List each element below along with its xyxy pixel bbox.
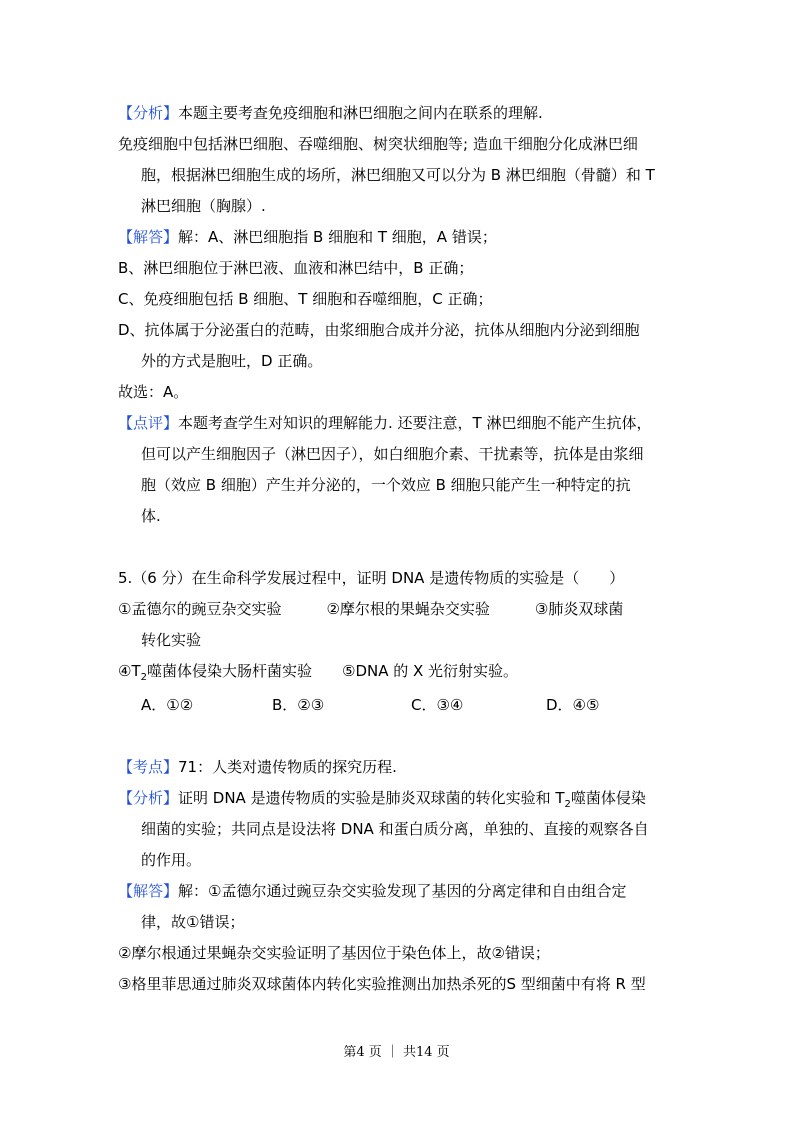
- text-line: ③格里菲思通过肺炎双球菌体内转化实验推测出加热杀死的S 型细菌中有将 R 型: [118, 975, 646, 993]
- section-tag: 【点评】: [118, 414, 179, 432]
- text-line: 但可以产生细胞因子（淋巴因子），如白细胞介素、干扰素等，抗体是由浆细: [141, 445, 644, 463]
- text-line: 【点评】本题考查学生对知识的理解能力. 还要注意，T 淋巴细胞不能产生抗体，: [118, 414, 652, 432]
- text-line: 淋巴细胞（胸腺）.: [141, 197, 266, 215]
- text-line: 胞，根据淋巴细胞生成的场所，淋巴细胞又可以分为 B 淋巴细胞（骨髓）和 T: [141, 166, 655, 184]
- text-line: $④T_2$噬菌体侵染大肠杆菌实验 ⑤DNA 的 X 光衍射实验。: [118, 662, 519, 683]
- text-line: B、淋巴细胞位于淋巴液、血液和淋巴结中，B 正确；: [118, 259, 474, 277]
- text-line: 转化实验: [141, 631, 202, 649]
- option-c: C．③④: [411, 696, 464, 714]
- option-d: D．④⑤: [546, 696, 600, 714]
- text-line: 【解答】解：①孟德尔通过豌豆杂交实验发现了基因的分离定律和自由组合定: [118, 882, 627, 900]
- section-tag: 【分析】: [118, 789, 179, 807]
- text-line: ①孟德尔的豌豆杂交实验 ②摩尔根的果蝇杂交实验 ③肺炎双球菌: [118, 600, 624, 618]
- text-line: C、免疫细胞包括 B 细胞、T 细胞和吞噬细胞，C 正确；: [118, 290, 493, 308]
- text-line: D、抗体属于分泌蛋白的范畴，由浆细胞合成并分泌，抗体从细胞内分泌到细胞: [118, 321, 640, 339]
- text-line: 细菌的实验；共同点是设法将 DNA 和蛋白质分离，单独的、直接的观察各自: [141, 820, 649, 838]
- text-line: 的作用。: [141, 851, 202, 869]
- text-line: ②摩尔根通过果蝇杂交实验证明了基因位于染色体上，故②错误；: [118, 944, 550, 962]
- text-line: 律，故①错误；: [141, 913, 245, 931]
- option-b: B．②③: [272, 696, 325, 714]
- text-line: 【分析】证明 DNA 是遗传物质的实验是肺炎双球菌的转化实验和 $T_2$噬菌体侵染: [118, 789, 646, 810]
- page-footer: 第4 页 ｜ 共14 页: [343, 1045, 450, 1060]
- section-tag: 【分析】: [118, 104, 179, 122]
- text-line: 5.（6 分）在生命科学发展过程中，证明 DNA 是遗传物质的实验是（ ）: [118, 569, 625, 587]
- text-line: 胞（效应 B 细胞）产生并分泌的，一个效应 B 细胞只能产生一种特定的抗: [141, 476, 631, 494]
- section-tag: 【考点】: [118, 758, 179, 776]
- option-a: A．①②: [141, 696, 194, 714]
- text-line: 体.: [141, 507, 161, 525]
- text-line: 【考点】71：人类对遗传物质的探究历程.: [118, 758, 397, 776]
- section-tag: 【解答】: [118, 882, 179, 900]
- text-line: 故选：A。: [118, 383, 189, 401]
- text-line: 免疫细胞中包括淋巴细胞、吞噬细胞、树突状细胞等; 造血干细胞分化成淋巴细: [118, 135, 638, 153]
- text-line: 【解答】解：A、淋巴细胞指 B 细胞和 T 细胞，A 错误；: [118, 228, 497, 246]
- text-line: 【分析】本题主要考查免疫细胞和淋巴细胞之间内在联系的理解.: [118, 104, 543, 122]
- section-tag: 【解答】: [118, 228, 179, 246]
- text-line: 外的方式是胞吐，D 正确。: [141, 352, 323, 370]
